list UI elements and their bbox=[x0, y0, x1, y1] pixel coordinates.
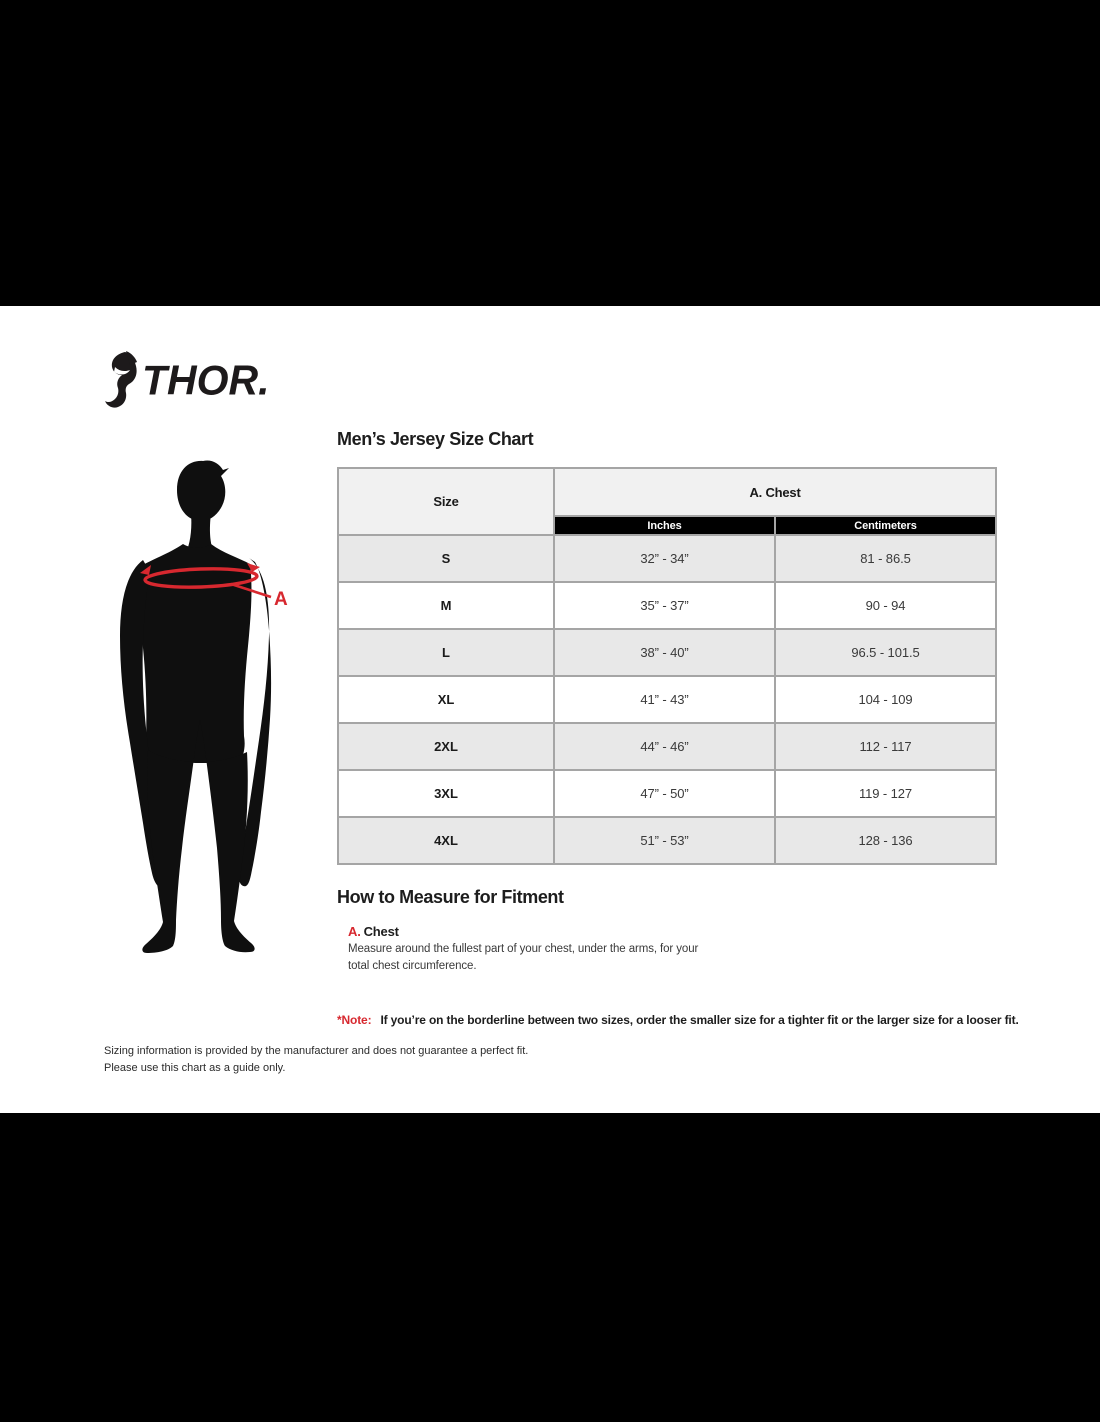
measure-heading: How to Measure for Fitment bbox=[337, 887, 564, 907]
table-row bbox=[338, 723, 996, 770]
cm-cell: 96.5 - 101.5 bbox=[775, 629, 996, 676]
bottom-black-band bbox=[0, 1113, 1100, 1422]
goat-head-icon bbox=[104, 351, 138, 409]
disclaimer-line1: Sizing information is provided by the manufacturer and does not guarantee a perfect fit. bbox=[104, 1045, 529, 1057]
top-black-band bbox=[0, 0, 1100, 306]
note-label: *Note: bbox=[337, 1013, 372, 1027]
cm-cell: 81 - 86.5 bbox=[775, 535, 996, 582]
table-row bbox=[338, 535, 996, 582]
size-cell: S bbox=[338, 535, 554, 582]
disclaimer-line2: Please use this chart as a guide only. bbox=[104, 1062, 286, 1074]
column-header-size: Size bbox=[338, 468, 554, 535]
disclaimer bbox=[104, 1043, 528, 1077]
size-chart-body bbox=[338, 535, 996, 864]
column-header-centimeters: Centimeters bbox=[775, 516, 996, 535]
measure-item-description bbox=[348, 941, 708, 975]
cm-cell: 104 - 109 bbox=[775, 676, 996, 723]
measure-desc-line2: total chest circumference. bbox=[348, 960, 477, 972]
body-silhouette-figure bbox=[113, 458, 313, 958]
measure-desc-line1: Measure around the fullest part of your chest, under the arms, for your bbox=[348, 943, 699, 955]
thor-logo bbox=[104, 351, 270, 409]
column-header-inches: Inches bbox=[554, 516, 775, 535]
inches-cell: 35” - 37” bbox=[554, 582, 775, 629]
measure-item-letter: A. bbox=[348, 924, 361, 939]
note-text: If you’re on the borderline between two sizes, order the smaller size for a tighter fit or the larger size for a looser fit. bbox=[380, 1013, 1019, 1027]
body-silhouette bbox=[113, 458, 313, 958]
table-row bbox=[338, 817, 996, 864]
cm-cell: 128 - 136 bbox=[775, 817, 996, 864]
brand-wordmark: THOR. bbox=[142, 356, 270, 404]
inches-cell: 51” - 53” bbox=[554, 817, 775, 864]
size-cell: L bbox=[338, 629, 554, 676]
inches-cell: 44” - 46” bbox=[554, 723, 775, 770]
size-cell: 3XL bbox=[338, 770, 554, 817]
column-header-chest: A. Chest bbox=[554, 468, 996, 516]
measure-item-label: Chest bbox=[363, 924, 399, 939]
chest-annotation-label: A bbox=[274, 589, 288, 610]
size-cell: 4XL bbox=[338, 817, 554, 864]
cm-cell: 112 - 117 bbox=[775, 723, 996, 770]
size-cell: M bbox=[338, 582, 554, 629]
inches-cell: 47” - 50” bbox=[554, 770, 775, 817]
cm-cell: 90 - 94 bbox=[775, 582, 996, 629]
inches-cell: 32” - 34” bbox=[554, 535, 775, 582]
inches-cell: 38” - 40” bbox=[554, 629, 775, 676]
table-row bbox=[338, 629, 996, 676]
cm-cell: 119 - 127 bbox=[775, 770, 996, 817]
size-chart-table bbox=[337, 467, 997, 865]
measure-item bbox=[348, 924, 399, 939]
inches-cell: 41” - 43” bbox=[554, 676, 775, 723]
size-cell: XL bbox=[338, 676, 554, 723]
table-row bbox=[338, 770, 996, 817]
size-chart-title: Men’s Jersey Size Chart bbox=[337, 429, 534, 449]
size-cell: 2XL bbox=[338, 723, 554, 770]
fit-note bbox=[337, 1013, 1057, 1027]
table-row bbox=[338, 676, 996, 723]
table-row bbox=[338, 582, 996, 629]
